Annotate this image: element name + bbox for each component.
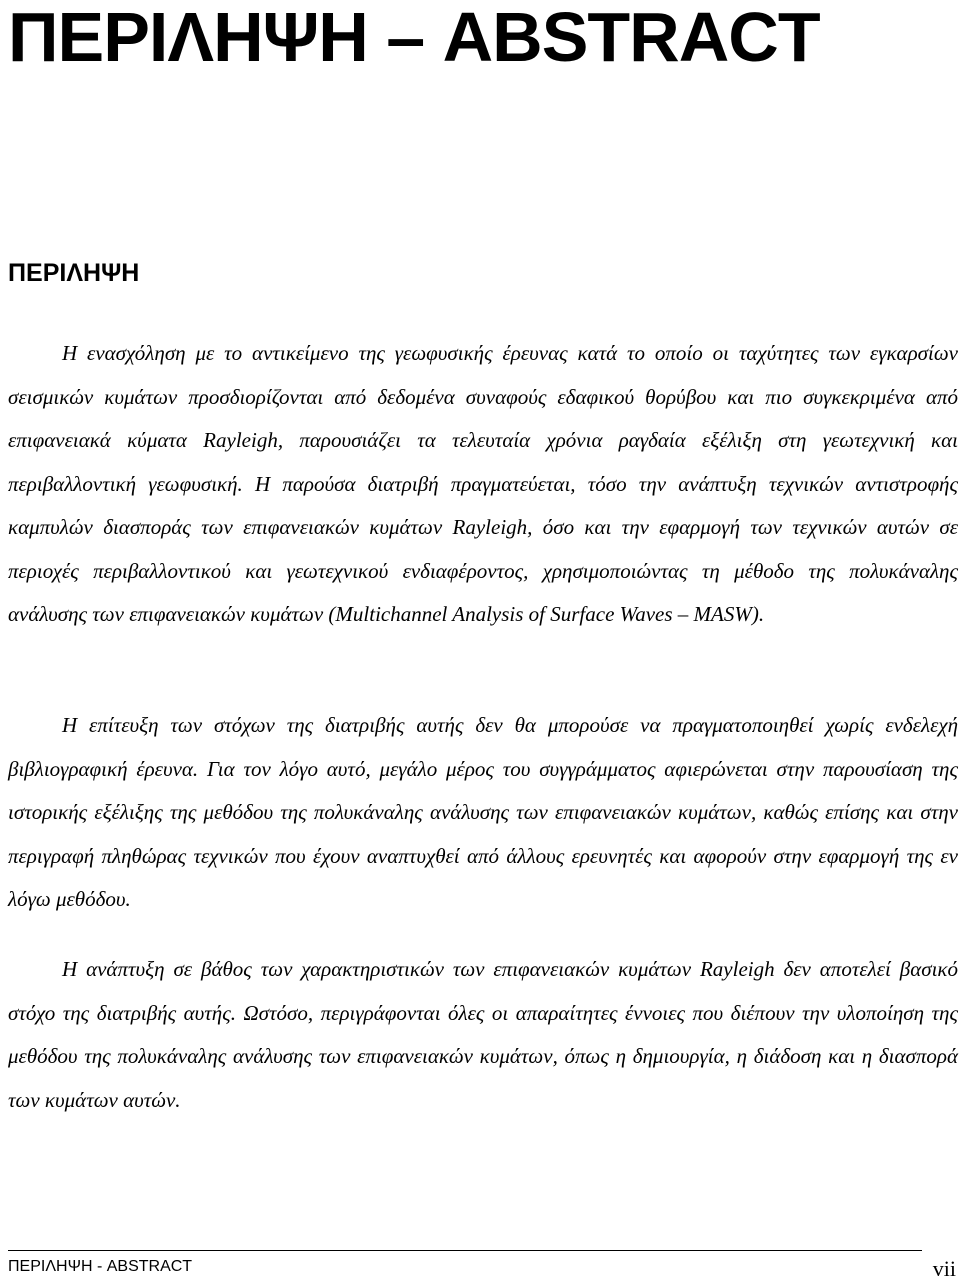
paragraph-1: Η ενασχόληση με το αντικείμενο της γεωφυσικής έρευνας κατά το οποίο οι ταχύτητες των εγκαρσίων σεισμικών κυμάτων προσδιορίζονται από δεδομένα συναφούς εδαφικού θορύβου και πιο συγκεκριμένα από επιφανειακά κύματα Rayleigh, παρουσιάζει τα τελευταία χρόνια ραγδαία εξέλιξη στη γεωτεχνική και περιβαλλοντική γεωφυσική. Η παρούσα διατριβή πραγματεύεται, τόσο την ανάπτυξη τεχνικών αντιστροφής καμπυλών διασποράς των επιφανειακών κυμάτων Rayleigh, όσο και την εφαρμογή των τεχνικών αυτών σε περιοχές περιβαλλοντικού και γεωτεχνικού ενδιαφέροντος, χρησιμοποιώντας τη μέθοδο της πολυκάναλης ανάλυσης των επιφανειακών κυμάτων (Multichannel Analysis of Surface Waves – MASW).: [8, 341, 958, 626]
paragraph-3: Η ανάπτυξη σε βάθος των χαρακτηριστικών των επιφανειακών κυμάτων Rayleigh δεν αποτελεί βασικό στόχο της διατριβής αυτής. Ωστόσο, περιγράφονται όλες οι απαραίτητες έννοιες που διέπουν την υλοποίηση της μεθόδου της πολυκάναλης ανάλυσης των επιφανειακών κυμάτων, όπως η δημιουργία, η διάδοση και η διασπορά των κυμάτων αυτών.: [8, 957, 958, 1112]
page-number: vii: [932, 1256, 956, 1281]
footer-divider: [8, 1250, 922, 1251]
chapter-title: ΠΕΡΙΛΗΨΗ – ABSTRACT: [8, 0, 820, 76]
section-title: ΠΕΡΙΛΗΨΗ: [8, 259, 140, 287]
paragraph-2: Η επίτευξη των στόχων της διατριβής αυτής δεν θα μπορούσε να πραγματοποιηθεί χωρίς ενδελεχή βιβλιογραφική έρευνα. Για τον λόγο αυτό, μεγάλο μέρος του συγγράμματος αφιερώνεται στην παρουσίαση της ιστορικής εξέλιξης της μεθόδου της πολυκάναλης ανάλυσης των επιφανειακών κυμάτων, καθώς επίσης και στην περιγραφή πληθώρας τεχνικών που έχουν αναπτυχθεί από άλλους ερευνητές και αφορούν στην εφαρμογή της εν λόγω μεθόδου.: [8, 713, 958, 911]
running-footer-title: ΠΕΡΙΛΗΨΗ - ABSTRACT: [8, 1258, 193, 1275]
